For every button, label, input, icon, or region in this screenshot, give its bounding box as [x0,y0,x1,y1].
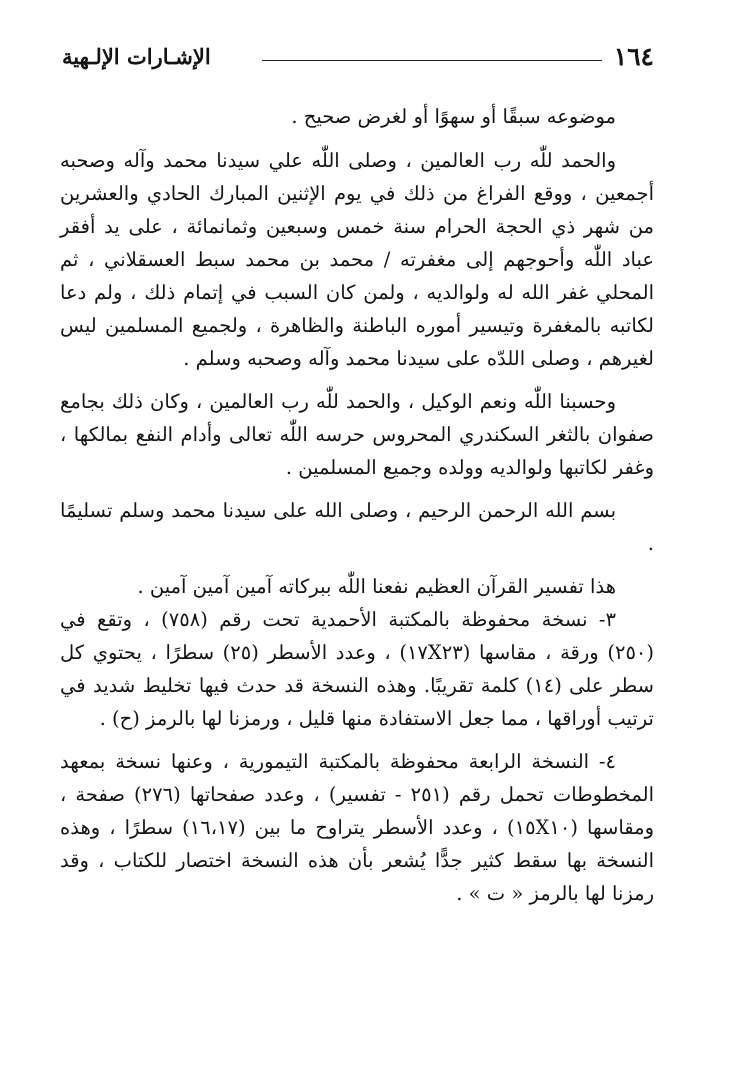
page-header [62,40,654,74]
paragraph: ٤- النسخة الرابعة محفوظة بالمكتبة التيمورية ، وعنها نسخة بمعهد المخطوطات تحمل رقم (٢٥١ - تفسير) ، وعدد صفحاتها (٢٧٦) صفحة ، ومقاسها (١٥X١٠) ، وعدد الأسطر يتراوح ما بين (١٦،١٧) سطرًا ، وهذه النسخة بها سقط كثير جدًّا يُشعر بأن هذه النسخة اختصار للكتاب ، وقد رمزنا لها بالرمز « ت » . [60,750,654,905]
page-number: ١٦٤ [613,42,654,71]
body-text [60,100,654,910]
paragraph: ٣- نسخة محفوظة بالمكتبة الأحمدية تحت رقم (٧٥٨) ، وتقع في (٢٥٠) ورقة ، مقاسها (١٧X٢٣) ، وعدد الأسطر (٢٥) سطرًا ، يحتوي كل سطر على (١٤) كلمة تقريبًا. وهذه النسخة قد حدث فيها تخليط شديد في ترتيب أوراقها ، مما جعل الاستفادة منها قليل ، ورمزنا لها بالرمز (ح) . [60,608,654,730]
paragraph: موضوعه سبقًا أو سهوًا أو لغرض صحيح . [291,105,616,128]
paragraph: وحسبنا اللّٰه ونعم الوكيل ، والحمد للّٰه رب العالمين ، وكان ذلك بجامع صفوان بالثغر السكندري المحروس حرسه اللّٰه تعالى وأدام النفع بمالكها ، وغفر لكاتبها ولوالديه وولده وجميع المسلمين . [60,390,654,479]
paragraph: والحمد للّٰه رب العالمين ، وصلى اللّٰه علي سيدنا محمد وآله وصحبه أجمعين ، ووقع الفراغ من ذلك في يوم الإثنين المبارك الحادي والعشرين من شهر ذي الحجة الحرام سنة خمس وسبعين وثمانمائة ، على يد أفقر عباد اللّٰه وأحوجهم إلى مغفرته / محمد بن محمد سبط العسقلاني ، ثم المحلي غفر الله له ولوالديه ، ولمن كان السبب في إتمام ذلك ، ولم دعا لكاتبه بالمغفرة وتيسير أموره الباطنة والظاهرة ، ولجميع المسلمين ليس لغيرهم ، وصلى اللدّه على سيدنا محمد وآله وصحبه وسلم . [60,149,654,370]
header-rule [262,60,602,61]
paragraph: بسم الله الرحمن الرحيم ، وصلى الله على سيدنا محمد وسلم تسليمًا . [60,499,654,555]
paragraph: هذا تفسير القرآن العظيم نفعنا اللّٰه ببركاته آمين آمين آمين . [137,575,616,598]
running-title: الإشـارات الإلـهية [62,44,211,69]
